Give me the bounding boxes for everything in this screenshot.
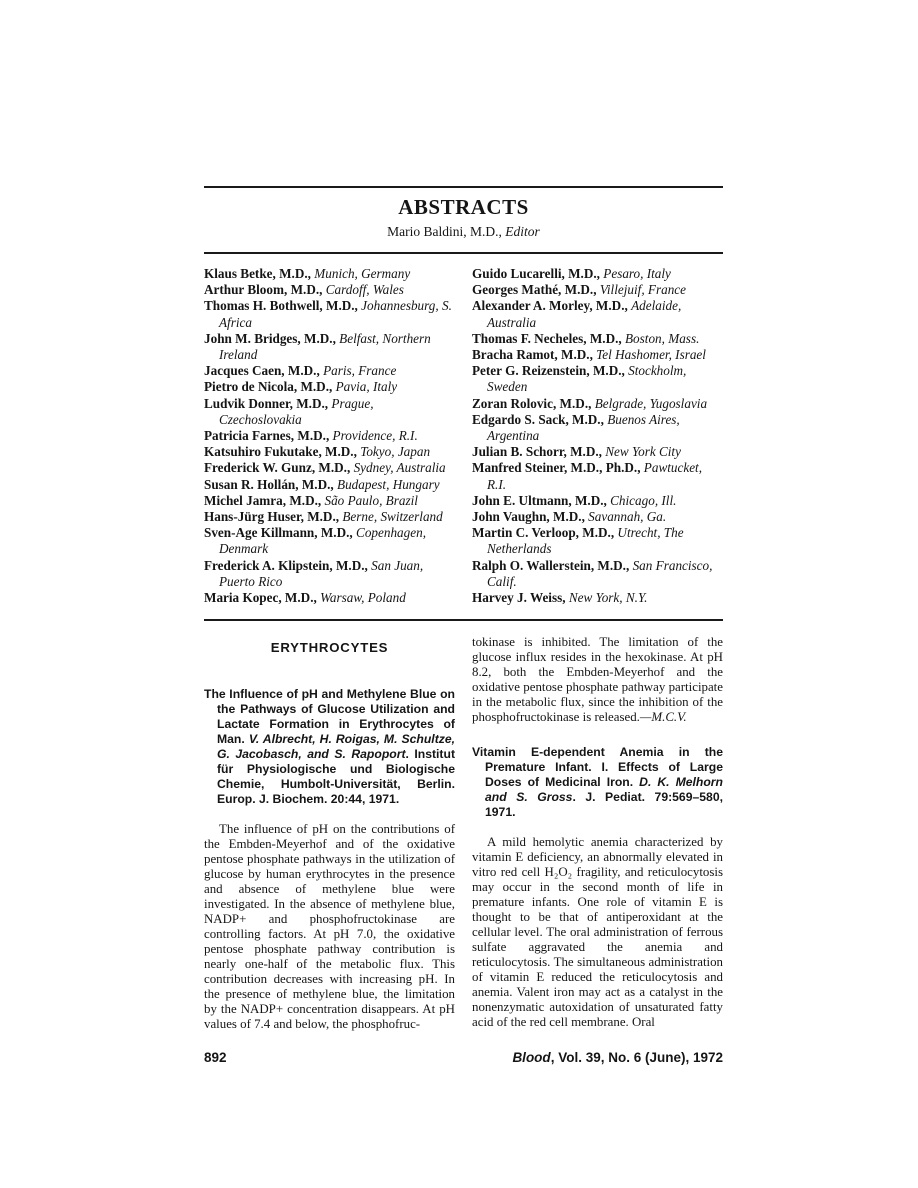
board-member [204,428,455,444]
board-member-location: San Juan, Puerto Rico [219,557,424,589]
board-member [472,460,723,492]
board-member-name: Ralph O. Wallerstein, M.D., [472,557,630,573]
abstract-1-body-left: The influence of pH on the contributions of the Embden-Meyerhof and of the oxidative pentose phosphate pathways in the utilization of glucose by human erythrocytes in the presence and absence of methylene blue were investigated. In the absence of methylene blue, NADP+ and phosphofructokinase are controlling factors. At pH 7.0, the oxidative pentose phosphate pathway contribution is nearly one-half of the metabolic flux. This contribution decreases with increasing pH. In the presence of methylene blue, the limitation by the NADP+ concentration disappears. At pH values of 7.4 and below, the phosphofruc- [204,822,455,1032]
board-member-name: Alexander A. Morley, M.D., [472,298,628,314]
board-member-location: Stockholm, Sweden [487,363,687,395]
board-member-location: Pesaro, Italy [603,266,671,281]
abstract-1-title: The Influence of pH and Methylene Blue on the Pathways of Glucose Utilization and Lactate Formation in Erythrocytes of Man. [204,687,455,747]
board-member [204,379,455,395]
board-member-location: Chicago, Ill. [610,492,677,508]
board-member-name: Julian B. Schorr, M.D., [472,444,602,460]
board-member-name: Jacques Caen, M.D., [204,363,320,379]
board-member-location: Adelaide, Australia [487,298,682,330]
journal-citation [512,1050,723,1065]
board-column-right [472,266,723,606]
board-member-location: Boston, Mass. [625,330,700,346]
board-member [204,331,455,363]
board-member-location: Pawtucket, R.I. [487,460,703,492]
board-member-location: São Paulo, Brazil [324,492,418,508]
abstract-2-body: A mild hemolytic anemia characterized by vitamin E deficiency, an abnormally elevated in vitro red cell H₂O₂ fragility, and reticulocytosis may occur in the second month of life in premature infants. One role of vitamin E is thought to be that of antiperoxidant at the cellular level. The oral administration of ferrous sulfate aggravated the anemia and reticulocytosis. The simultaneous administration of vitamin E reduced the reticulocytosis and anemia. Valent iron may act as a catalyst in the nonenzymatic autoxidation of unsaturated fatty acid of the red cell membrane. Oral [472,835,723,1030]
board-member-name: Klaus Betke, M.D., [204,266,311,281]
board-member-name: Zoran Rolovic, M.D., [472,395,592,411]
board-member [472,509,723,525]
board-member [204,363,455,379]
editor-name: Mario Baldini, M.D., [387,224,506,239]
board-member-location: Belgrade, Yugoslavia [594,395,708,411]
journal-name: Blood [512,1050,551,1066]
abstract-1-authors: V. Albrecht, H. Roigas, M. Schultze, G. Jacobasch, and S. Rapoport [217,732,456,762]
board-member [472,444,723,460]
board-member-location: Buenos Aires, Argentina [487,411,680,444]
abstracts-right-column [472,635,723,1032]
board-member [472,493,723,509]
abstracts-section [204,635,723,1032]
board-member-location: Paris, France [323,363,397,379]
board-member-name: Harvey J. Weiss, [472,590,566,606]
abstract-1-body-continuation: tokinase is inhibited. The limitation of the glucose influx resides in the hexokinase. At pH 8.2, both the Embden-Meyerhof and the oxidative pentose phosphate pathway participate in the metabolic flux, since the inhibition of the phosphofructokinase is released. [472,635,723,725]
board-member [472,558,723,590]
board-member [204,590,455,606]
board-member-name: John Vaughn, M.D., [472,509,585,525]
board-member-location: Sydney, Australia [353,460,446,476]
board-member [472,298,723,330]
abstract-2-authors: D. K. Melhorn and S. Gross [485,775,723,805]
board-member-name: Frederick A. Klipstein, M.D., [204,557,368,573]
board-column-left [204,266,455,606]
board-member [204,266,455,282]
board-member [472,412,723,444]
board-member-name: Susan R. Hollán, M.D., [204,476,334,492]
board-member-location: Providence, R.I. [332,428,418,444]
board-member-name: Martin C. Verloop, M.D., [472,525,615,541]
board-member-location: Utrecht, The Netherlands [487,525,684,557]
abstract-2-citation [472,745,723,820]
section-heading: ERYTHROCYTES [270,640,389,656]
board-member-location: San Francisco, Calif. [487,557,713,589]
board-member-name: Thomas F. Necheles, M.D., [472,330,622,346]
board-member-location: Cardoff, Wales [325,282,404,298]
board-member-location: Johannesburg, S. Africa [219,298,452,330]
page-content [204,186,723,1065]
board-member [204,444,455,460]
board-member [204,460,455,476]
board-member-name: Maria Kopec, M.D., [204,590,317,606]
board-member-name: Michel Jamra, M.D., [204,492,322,508]
abstracts-left-column [204,635,455,1032]
reviewer-initials: —M.C.V. [639,710,687,725]
board-member-location: Warsaw, Poland [320,590,406,606]
board-member [472,282,723,298]
board-member-name: Katsuhiro Fukutake, M.D., [204,444,357,460]
board-member-name: Peter G. Reizenstein, M.D., [472,363,625,379]
board-member [472,396,723,412]
board-member-name: Ludvik Donner, M.D., [204,395,329,411]
issue-info: , Vol. 39, No. 6 (June), 1972 [550,1050,723,1066]
board-member [204,558,455,590]
editor-role: Editor [505,224,540,239]
board-member-location: New York City [605,444,681,460]
abstract-1-body-right [472,635,723,725]
page-footer [204,1050,723,1065]
board-member-name: Guido Lucarelli, M.D., [472,266,600,281]
abstract-2-source: . J. Pediat. 79:569–580, 1971. [485,790,723,820]
board-member-location: Munich, Germany [314,266,411,281]
board-member-name: John M. Bridges, M.D., [204,330,336,346]
board-member [472,525,723,557]
board-member-name: John E. Ultmann, M.D., [472,492,607,508]
board-member-location: Villejuif, France [599,282,686,298]
board-member [472,347,723,363]
board-member-name: Manfred Steiner, M.D., Ph.D., [472,460,641,476]
board-member [472,266,723,282]
board-member-location: Berne, Switzerland [342,509,443,525]
page-number: 892 [204,1050,227,1066]
abstract-1-citation [204,687,455,807]
board-member-location: New York, N.Y. [568,590,648,606]
board-member-location: Budapest, Hungary [337,476,440,492]
board-member [204,282,455,298]
board-member-location: Pavia, Italy [335,379,398,395]
board-member-name: Patricia Farnes, M.D., [204,428,330,444]
board-member-name: Frederick W. Gunz, M.D., [204,460,351,476]
header-rule-top [204,186,723,188]
board-member-location: Tel Hashomer, Israel [596,347,706,363]
abstract-2-title: Vitamin E-dependent Anemia in the Premature Infant. I. Effects of Large Doses of Medicinal Iron. [472,745,723,790]
board-member-location: Tokyo, Japan [360,444,431,460]
abstract-1-source: . Institut für Physiologische und Biologische Chemie, Humbolt-Universität, Berlin. Europ. J. Biochem. 20:44, 1971. [217,747,455,807]
board-member [204,477,455,493]
board-member-name: Arthur Bloom, M.D., [204,282,323,298]
board-member [204,298,455,330]
board-member-location: Savannah, Ga. [588,509,667,525]
board-member [472,590,723,606]
board-member-name: Sven-Age Killmann, M.D., [204,525,353,541]
board-member-name: Hans-Jürg Huser, M.D., [204,509,340,525]
board-member-location: Belfast, Northern Ireland [219,330,431,363]
board-rule-bottom [204,619,723,621]
board-member [472,363,723,395]
page-title: ABSTRACTS [398,195,529,219]
board-member [472,331,723,347]
board-member [204,493,455,509]
board-member [204,509,455,525]
board-member-name: Thomas H. Bothwell, M.D., [204,298,358,314]
board-member-name: Georges Mathé, M.D., [472,282,597,298]
editorial-board [204,266,723,606]
board-member [204,525,455,557]
board-member-location: Prague, Czechoslovakia [219,395,374,427]
board-member-location: Copenhagen, Denmark [219,525,426,557]
board-member-name: Edgardo S. Sack, M.D., [472,411,604,427]
board-member-name: Bracha Ramot, M.D., [472,347,593,363]
editor-line [204,224,723,240]
board-member [204,396,455,428]
header-rule-bottom [204,252,723,254]
board-member-name: Pietro de Nicola, M.D., [204,379,333,395]
